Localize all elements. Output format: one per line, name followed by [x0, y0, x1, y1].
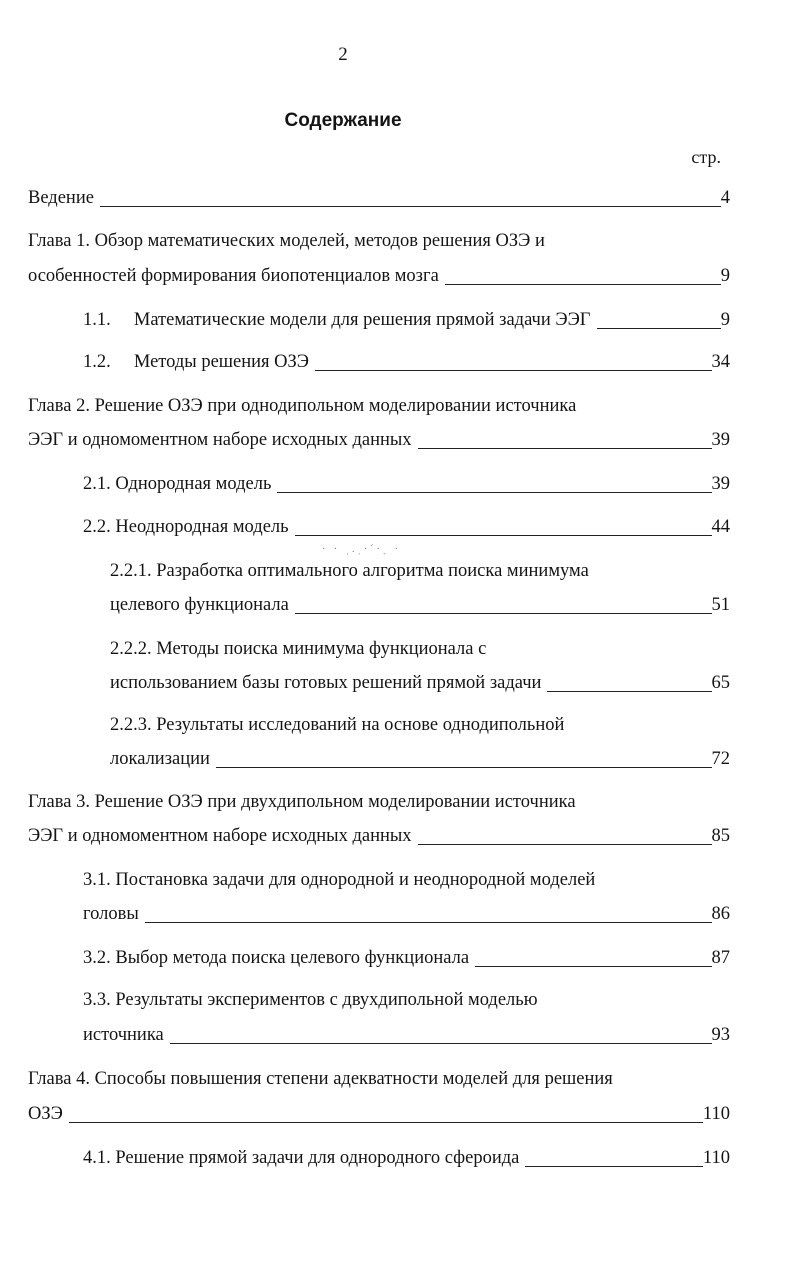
toc-entry-line-last [83, 948, 730, 972]
toc-entry-title: 1.2. Методы решения ОЗЭ [83, 352, 310, 372]
toc-entry-line-last [83, 1025, 730, 1049]
toc-entry-line-last [28, 266, 730, 290]
toc-entry-line-last [110, 673, 730, 697]
toc-entry-title: 3.3. Результаты экспериментов с двухдипольной моделью [83, 990, 538, 1010]
toc-page-number: 44 [711, 517, 730, 537]
toc-entry-line [28, 396, 576, 420]
dot-leader [295, 613, 712, 614]
toc-entry-line [83, 870, 595, 894]
toc-entry-title: 3.2. Выбор метода поиска целевого функционала [83, 948, 470, 968]
toc-page-number: 9 [720, 310, 730, 330]
toc-entry-title: Глава 1. Обзор математических моделей, методов решения ОЗЭ и [28, 231, 545, 251]
toc-entry-title: целевого функционала [110, 595, 289, 615]
scan-noise: · · ˌ.ˌ·ˊ·ˎ · [322, 544, 401, 555]
dot-leader [69, 1122, 703, 1123]
dot-leader [475, 966, 711, 967]
toc-entry-line [28, 1069, 613, 1093]
toc-entry-title: 2.2.2. Методы поиска минимума функционала с [110, 639, 487, 659]
toc-entry-title: локализации [110, 749, 210, 769]
toc-page-number: 85 [711, 826, 730, 846]
toc-title: Содержание [284, 110, 402, 131]
toc-entry-line [83, 990, 538, 1014]
toc-page-number: 87 [711, 948, 730, 968]
toc-entry-title: 2.2.1. Разработка оптимального алгоритма поиска минимума [110, 561, 589, 581]
page-number: 2 [338, 44, 348, 65]
toc-entry-title: особенностей формирования биопотенциалов мозга [28, 266, 439, 286]
toc-entry-line-last [28, 1104, 730, 1128]
toc-entry-title: Глава 2. Решение ОЗЭ при однодипольном моделировании источника [28, 396, 577, 416]
dot-leader [100, 206, 721, 207]
toc-entry-line [110, 639, 486, 663]
dot-leader [295, 535, 712, 536]
toc-entry-title: Глава 3. Решение ОЗЭ при двухдипольном моделировании источника [28, 792, 576, 812]
toc-page-number: 110 [702, 1148, 730, 1168]
toc-page-number: 72 [711, 749, 730, 769]
dot-leader [418, 844, 712, 845]
dot-leader [418, 448, 712, 449]
dot-leader [525, 1166, 703, 1167]
dot-leader [597, 328, 721, 329]
toc-entry-line-last [110, 749, 730, 773]
pages-column-header: стр. [691, 147, 721, 167]
toc-entry-title: ЭЭГ и одномоментном наборе исходных данных [28, 826, 412, 846]
toc-entry-title: использованием базы готовых решений прямой задачи [110, 673, 542, 693]
dot-leader [170, 1043, 712, 1044]
dot-leader [547, 691, 711, 692]
toc-entry-line-last [83, 352, 730, 376]
toc-page-number: 110 [702, 1104, 730, 1124]
toc-entry-line-last [83, 474, 730, 498]
toc-page-number: 93 [711, 1025, 730, 1045]
toc-entry-line-last [28, 188, 730, 212]
toc-entry-title: 3.1. Постановка задачи для однородной и неоднородной моделей [83, 870, 596, 890]
toc-entry-line [28, 231, 545, 255]
toc-entry-title: ОЗЭ [28, 1104, 63, 1124]
toc-page-number: 65 [711, 673, 730, 693]
dot-leader [216, 767, 712, 768]
toc-entry-line [110, 561, 589, 585]
toc-entry-title: 1.1. Математические модели для решения прямой задачи ЭЭГ [83, 310, 591, 330]
toc-page-number: 9 [720, 266, 730, 286]
toc-entry-title: Ведение [28, 188, 94, 208]
toc-entry-title: источника [83, 1025, 164, 1045]
toc-page-number: 39 [711, 474, 730, 494]
toc-entry-line [28, 792, 576, 816]
toc-entry-line-last [28, 430, 730, 454]
toc-entry-title: 2.2.3. Результаты исследований на основе однодипольной [110, 715, 565, 735]
toc-entry-line [110, 715, 564, 739]
toc-page-number: 34 [711, 352, 730, 372]
toc-entry-line-last [83, 904, 730, 928]
toc-entry-title: 2.2. Неоднородная модель [83, 517, 289, 537]
toc-entry-title: ЭЭГ и одномоментном наборе исходных данных [28, 430, 412, 450]
dot-leader [277, 492, 711, 493]
dot-leader [145, 922, 712, 923]
dot-leader [315, 370, 711, 371]
toc-entry-title: головы [83, 904, 139, 924]
toc-entry-title: 2.1. Однородная модель [83, 474, 272, 494]
toc-entry-line-last [83, 517, 730, 541]
toc-page-number: 39 [711, 430, 730, 450]
toc-entry-line-last [83, 1148, 730, 1172]
toc-entry-title: Глава 4. Способы повышения степени адекватности моделей для решения [28, 1069, 613, 1089]
toc-entry-line-last [83, 310, 730, 334]
toc-page-number: 4 [720, 188, 730, 208]
toc-entry-title: 4.1. Решение прямой задачи для однородного сфероида [83, 1148, 520, 1168]
toc-entry-line-last [28, 826, 730, 850]
toc-page-number: 51 [711, 595, 730, 615]
toc-entry-line-last [110, 595, 730, 619]
toc-page-number: 86 [711, 904, 730, 924]
dot-leader [445, 284, 721, 285]
